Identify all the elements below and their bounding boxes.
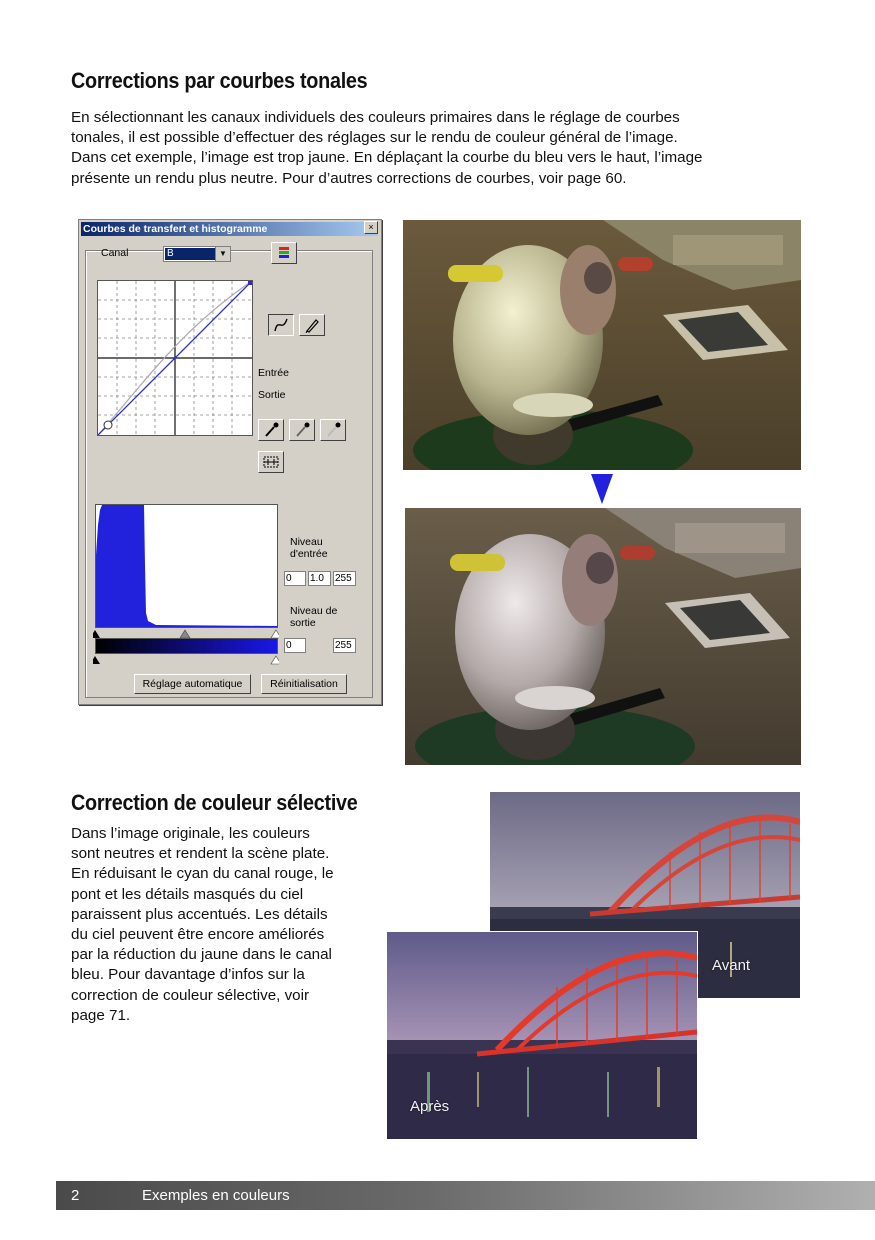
paragraph-line: du ciel peuvent être encore améliorés: [71, 926, 325, 944]
auto-levels-tool-button[interactable]: [258, 451, 284, 473]
canal-selected-value: B: [165, 248, 215, 260]
output-level-white-field[interactable]: 255: [333, 638, 356, 653]
page-footer: [56, 1181, 875, 1210]
caption-after: Après: [410, 1098, 450, 1115]
footer-section-title: Exemples en couleurs: [142, 1187, 290, 1204]
niveau-entree-line: Niveau: [290, 536, 323, 548]
input-level-slider[interactable]: [93, 626, 279, 636]
input-level-black-field[interactable]: 0: [284, 571, 306, 586]
reset-button[interactable]: Réinitialisation: [261, 674, 347, 694]
histogram-svg: [96, 505, 277, 627]
input-level-gamma-field[interactable]: 1.0: [308, 571, 331, 586]
selective-color-paragraph: [71, 824, 371, 1026]
output-level-black-field[interactable]: 0: [284, 638, 306, 653]
paragraph-line: correction de couleur sélective, voir: [71, 986, 310, 1004]
section-heading-selective-color: Correction de couleur sélective: [71, 790, 358, 815]
toy-photo-before-svg: [403, 220, 801, 470]
caption-before: Avant: [712, 957, 751, 974]
input-level-white-field[interactable]: 255: [333, 571, 356, 586]
dialog-title-bar: [81, 222, 378, 236]
freehand-mode-button[interactable]: [299, 314, 325, 336]
toy-photo-before: [403, 220, 801, 470]
chevron-down-icon[interactable]: ▼: [215, 247, 230, 261]
paragraph-line: tonales, il est possible d’effectuer des réglages sur le rendu de couleur général de l’image.: [71, 129, 678, 147]
rgb-channel-button[interactable]: [271, 242, 297, 264]
rgb-stack-icon: [275, 245, 293, 261]
paragraph-line: pont et les détails masqués du ciel: [71, 885, 304, 903]
paragraph-line: En réduisant le cyan du canal rouge, le: [71, 865, 334, 883]
paragraph-line: Dans l’image originale, les couleurs: [71, 825, 310, 842]
tone-curve-graph[interactable]: [97, 280, 253, 436]
curve-tool-icon: [272, 317, 290, 333]
paragraph-line: présente un rendu plus neutre. Pour d’autres corrections de courbes, voir page 60.: [71, 169, 627, 187]
paragraph-line: En sélectionnant les canaux individuels des couleurs primaires dans le réglage de courbes: [71, 109, 680, 126]
eyedropper-black-icon: [262, 422, 280, 438]
dialog-title: Courbes de transfert et histogramme: [83, 223, 268, 235]
page-number: 2: [71, 1187, 80, 1204]
paragraph-line: par la réduction du jaune dans le canal: [71, 946, 332, 964]
section-heading-tonal-curves: Corrections par courbes tonales: [71, 68, 368, 93]
niveau-sortie-line: sortie: [290, 617, 316, 629]
tonal-curves-paragraph: [71, 108, 791, 189]
entree-label: Entrée: [258, 367, 289, 379]
canal-label: Canal: [101, 247, 129, 259]
canal-select[interactable]: [163, 246, 231, 262]
eyedropper-gray-icon: [293, 422, 311, 438]
paragraph-line: bleu. Pour davantage d’infos sur la: [71, 966, 305, 984]
paragraph-line: sont neutres et rendent la scène plate.: [71, 845, 330, 863]
sortie-label: Sortie: [258, 389, 286, 401]
paragraph-line: page 71.: [71, 1006, 131, 1024]
paragraph-line: Dans cet exemple, l’image est trop jaune. En déplaçant la courbe du bleu vers le haut, l’image: [71, 149, 703, 167]
curves-dialog: [78, 219, 382, 705]
niveau-sortie-line: Niveau de: [290, 605, 338, 617]
niveau-sortie-label: [290, 605, 337, 629]
histogram-bars: [96, 505, 277, 627]
auto-levels-icon: [262, 454, 280, 470]
gray-point-eyedropper[interactable]: [289, 419, 315, 441]
tone-curve-svg: [98, 281, 252, 435]
black-point-eyedropper[interactable]: [258, 419, 284, 441]
white-point-eyedropper[interactable]: [320, 419, 346, 441]
output-level-slider[interactable]: [93, 652, 279, 662]
histogram-graph: [95, 504, 278, 628]
paragraph-line: paraissent plus accentués. Les détails: [71, 905, 328, 923]
toy-photo-after-svg: [405, 508, 801, 765]
niveau-entree-label: [290, 536, 328, 560]
niveau-entree-line: d'entrée: [290, 548, 328, 560]
arrow-down-icon: [591, 474, 613, 504]
output-slider-handles: [93, 655, 279, 665]
toy-photo-after: [405, 508, 801, 765]
close-icon[interactable]: ×: [364, 221, 378, 234]
auto-adjust-button[interactable]: Réglage automatique: [134, 674, 251, 694]
curve-point[interactable]: [104, 421, 112, 429]
curve-mode-button[interactable]: [268, 314, 294, 336]
eyedropper-white-icon: [324, 422, 342, 438]
pencil-icon: [303, 317, 321, 333]
